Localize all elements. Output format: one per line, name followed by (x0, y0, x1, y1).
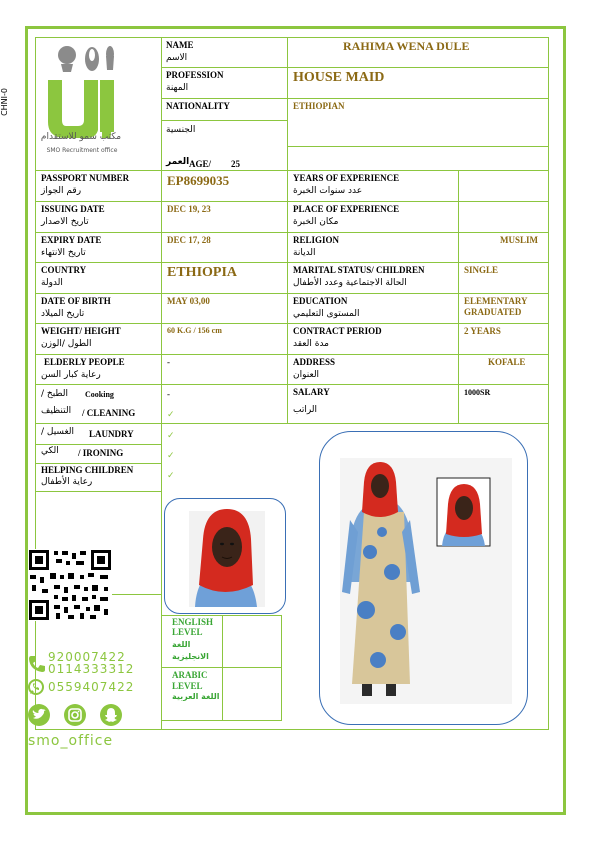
name-label: NAME (166, 40, 194, 50)
ironing-label-ar: الكي (41, 446, 59, 456)
age-value: 25 (231, 159, 240, 169)
english-level-label-2: LEVEL (172, 627, 203, 637)
whatsapp-icon (27, 678, 45, 696)
expiry-date-label: EXPIRY DATE (41, 235, 102, 245)
dob-value: MAY 03,00 (167, 296, 210, 306)
marital-status-value: SINGLE (464, 265, 499, 275)
issuing-date-label-ar: تاريخ الاصدار (41, 217, 89, 227)
full-body-photo-frame (319, 431, 528, 725)
phone-icon (27, 654, 47, 674)
weight-height-label-ar: الطول /الوزن (41, 339, 92, 349)
dob-label: DATE OF BIRTH (41, 296, 111, 306)
cleaning-label: / CLEANING (82, 408, 136, 418)
elderly-value: - (167, 357, 170, 367)
cooking-label: Cooking (85, 390, 114, 399)
passport-label: PASSPORT NUMBER (41, 173, 130, 183)
helping-children-check-icon: ✓ (167, 471, 175, 481)
address-label: ADDRESS (293, 357, 336, 367)
country-value: ETHIOPIA (167, 265, 238, 280)
place-experience-label-ar: مكان الخبرة (293, 217, 339, 227)
nationality-value: ETHIOPIAN (293, 101, 345, 111)
phone-number-1[interactable]: 920007422 (48, 650, 126, 664)
weight-height-value: 60 K.G / 156 cm (167, 326, 222, 335)
country-label-ar: الدولة (41, 278, 63, 288)
name-value: RAHIMA WENA DULE (343, 39, 470, 53)
phone-number-2[interactable]: 0114333312 (48, 662, 135, 676)
company-logo (40, 42, 158, 168)
issuing-date-value: DEC 19, 23 (167, 204, 211, 214)
passport-value: EP8699035 (167, 173, 230, 188)
helping-children-label: HELPING CHILDREN (41, 465, 134, 475)
religion-label-ar: الديانة (293, 248, 316, 258)
expiry-date-value: DEC 17, 28 (167, 235, 211, 245)
instagram-icon[interactable] (64, 704, 86, 726)
ironing-check-icon: ✓ (167, 451, 175, 461)
name-label-ar: الاسم (166, 53, 188, 63)
expiry-date-label-ar: تاريخ الانتهاء (41, 248, 86, 258)
profession-value: HOUSE MAID (293, 70, 385, 85)
twitter-icon[interactable] (28, 704, 50, 726)
contract-period-label: CONTRACT PERIOD (293, 326, 382, 336)
dob-label-ar: تاريخ الميلاد (41, 309, 85, 319)
social-handle[interactable]: smo_office (28, 733, 114, 749)
place-experience-label: PLACE OF EXPERIENCE (293, 204, 400, 214)
laundry-label: LAUNDRY (89, 429, 134, 439)
arabic-level-label-2: LEVEL (172, 681, 203, 691)
logo-arabic-text: مكتب سمو للاستقدام (40, 132, 122, 142)
helping-children-label-ar: رعاية الأطفال (41, 477, 93, 487)
logo-english-text: SMO Recruitment office (46, 147, 118, 154)
age-label: AGE/ (189, 159, 212, 169)
elderly-label-ar: رعاية كبار السن (41, 370, 101, 380)
portrait-photo-frame (164, 498, 286, 614)
salary-label-ar: الراتب (293, 405, 318, 415)
religion-value: MUSLIM (500, 235, 538, 245)
cleaning-check-icon: ✓ (167, 410, 175, 420)
religion-label: RELIGION (293, 235, 340, 245)
issuing-date-label: ISSUING DATE (41, 204, 105, 214)
education-label: EDUCATION (293, 296, 348, 306)
smo-logo-mark (40, 42, 158, 142)
english-level-label-ar: اللغة الانجليزية (172, 640, 209, 661)
nationality-label: NATIONALITY (166, 101, 230, 111)
contract-period-value: 2 YEARS (464, 326, 501, 336)
cooking-value: - (167, 389, 170, 399)
experience-label-ar: عدد سنوات الخبرة (293, 186, 363, 196)
english-level-label-1: ENGLISH (172, 617, 214, 627)
address-value: KOFALE (488, 357, 526, 367)
snapchat-icon[interactable] (100, 704, 122, 726)
experience-label: YEARS OF EXPERIENCE (293, 173, 400, 183)
contract-period-label-ar: مدة العقد (293, 339, 329, 349)
weight-height-label: WEIGHT/ HEIGHT (41, 326, 121, 336)
qr-code[interactable] (28, 549, 112, 621)
nationality-label-ar: الجنسية (166, 125, 196, 135)
whatsapp-number[interactable]: 0559407422 (48, 680, 135, 694)
cooking-label-ar: الطبخ / (41, 389, 69, 399)
portrait-photo (165, 499, 285, 613)
arabic-level-label-1: ARABIC (172, 670, 208, 680)
elderly-label: ELDERLY PEOPLE (44, 357, 125, 367)
passport-label-ar: رقم الجواز (41, 186, 82, 196)
address-label-ar: العنوان (293, 370, 320, 380)
arabic-level-label-ar: اللغة العربية (172, 692, 220, 701)
salary-label: SALARY (293, 387, 330, 397)
marital-status-label: MARITAL STATUS/ CHILDREN (293, 265, 425, 275)
side-code: CHNI-0 (0, 88, 9, 116)
marital-status-label-ar: الحالة الاجتماعية وعدد الأطفال (293, 278, 407, 288)
full-body-photo (320, 432, 527, 724)
laundry-label-ar: الغسيل / (41, 427, 75, 437)
profession-label: PROFESSION (166, 70, 224, 80)
ironing-label: / IRONING (78, 448, 124, 458)
education-value: ELEMENTARY GRADUATED (464, 296, 528, 317)
age-label-ar: العمر (166, 157, 190, 167)
cleaning-label-ar: التنظيف (41, 406, 72, 416)
salary-value: 1000SR (464, 388, 491, 397)
profession-label-ar: المهنة (166, 83, 189, 93)
country-label: COUNTRY (41, 265, 87, 275)
education-label-ar: المستوى التعليمي (293, 309, 360, 319)
laundry-check-icon: ✓ (167, 431, 175, 441)
